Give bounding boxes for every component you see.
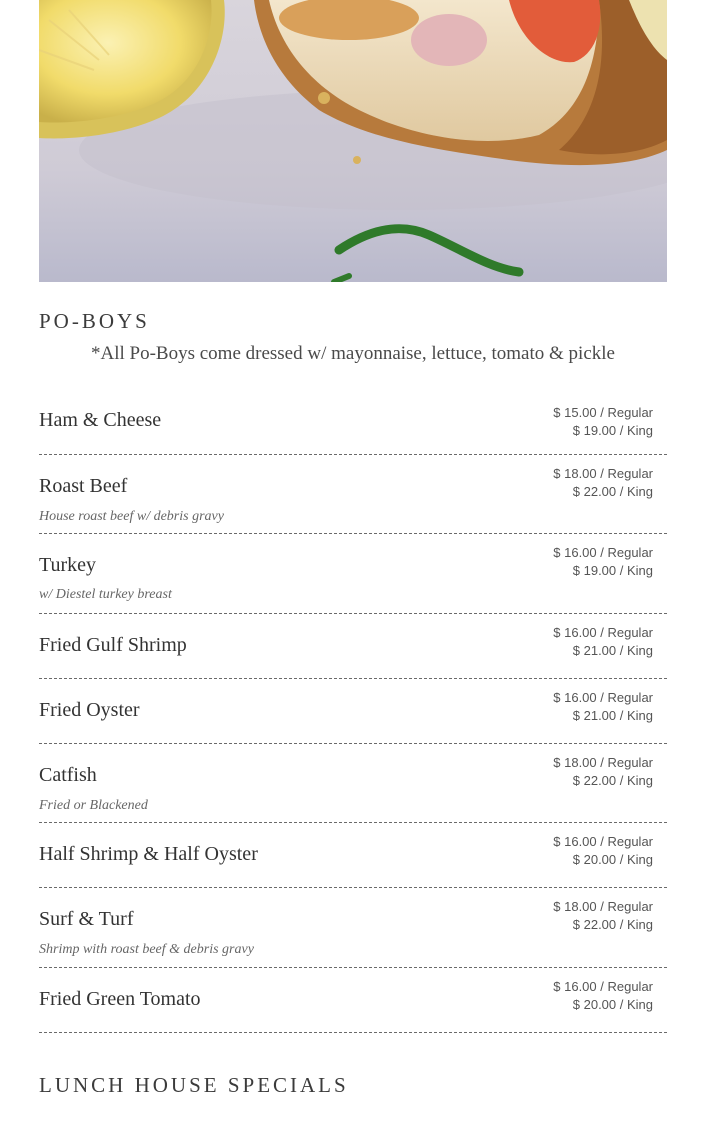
price-king: $ 19.00 / King (572, 563, 653, 578)
item-prices (553, 754, 653, 790)
item-description: Shrimp with roast beef & debris gravy (39, 942, 254, 957)
menu-item (39, 614, 667, 679)
menu-item (39, 823, 667, 888)
hero-image (39, 0, 667, 282)
item-description: House roast beef w/ debris gravy (39, 509, 224, 524)
item-description: Fried or Blackened (39, 798, 148, 813)
price-regular: $ 16.00 / Regular (553, 625, 653, 640)
price-king: $ 21.00 / King (572, 643, 653, 658)
menu-item (39, 679, 667, 744)
item-name: Catfish (39, 764, 97, 786)
price-regular: $ 18.00 / Regular (553, 466, 653, 481)
item-name: Fried Gulf Shrimp (39, 634, 187, 656)
item-name: Half Shrimp & Half Oyster (39, 843, 258, 865)
item-prices (553, 689, 653, 725)
item-prices (553, 833, 653, 869)
item-description: w/ Diestel turkey breast (39, 587, 172, 602)
item-name: Turkey (39, 554, 97, 576)
menu-item (39, 968, 667, 1033)
price-regular: $ 16.00 / Regular (553, 690, 653, 705)
item-prices (553, 465, 653, 501)
item-prices (553, 544, 653, 580)
item-name: Surf & Turf (39, 908, 134, 930)
item-prices (553, 624, 653, 660)
poboys-menu (39, 394, 667, 1033)
menu-item (39, 888, 667, 968)
price-king: $ 22.00 / King (572, 773, 653, 788)
sandwich-photo (39, 0, 667, 282)
menu-item (39, 394, 667, 455)
menu-item (39, 744, 667, 823)
price-king: $ 20.00 / King (572, 852, 653, 867)
item-name: Fried Oyster (39, 699, 140, 721)
item-name: Roast Beef (39, 475, 128, 497)
section-title-lunch-specials: LUNCH HOUSE SPECIALS (39, 1073, 349, 1097)
price-king: $ 22.00 / King (572, 484, 653, 499)
price-regular: $ 15.00 / Regular (553, 405, 653, 420)
poboys-note: *All Po-Boys come dressed w/ mayonnaise, lettuce, tomato & pickle (91, 343, 615, 364)
price-king: $ 19.00 / King (572, 423, 653, 438)
price-regular: $ 16.00 / Regular (553, 545, 653, 560)
item-prices (553, 404, 653, 440)
menu-item (39, 455, 667, 534)
price-king: $ 21.00 / King (572, 708, 653, 723)
menu-item (39, 534, 667, 614)
item-prices (553, 978, 653, 1014)
item-name: Fried Green Tomato (39, 988, 201, 1010)
price-regular: $ 16.00 / Regular (553, 979, 653, 994)
item-name: Ham & Cheese (39, 409, 162, 431)
price-king: $ 20.00 / King (572, 997, 653, 1012)
section-title-poboys: PO-BOYS (39, 309, 150, 333)
item-prices (553, 898, 653, 934)
price-regular: $ 18.00 / Regular (553, 899, 653, 914)
price-regular: $ 16.00 / Regular (553, 834, 653, 849)
price-king: $ 22.00 / King (572, 917, 653, 932)
price-regular: $ 18.00 / Regular (553, 755, 653, 770)
